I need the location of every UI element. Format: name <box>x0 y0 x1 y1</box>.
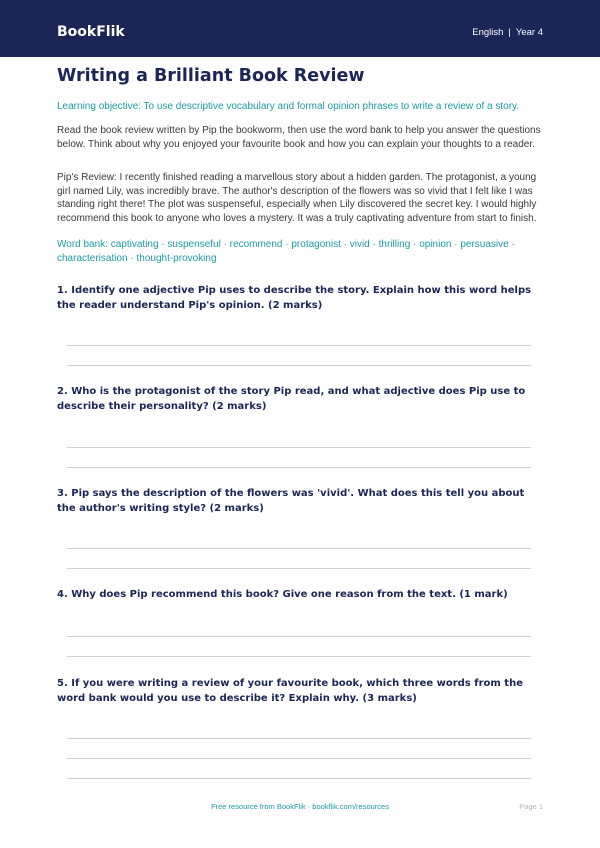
footer-text[interactable]: Free resource from BookFlik · bookflik.com/resources <box>211 802 389 811</box>
learning-objective: Learning objective: To use descriptive vocabulary and formal opinion phrases to write a review of a story. <box>57 101 520 112</box>
answer-line[interactable] <box>67 656 531 657</box>
answer-line[interactable] <box>67 568 531 569</box>
answer-line[interactable] <box>67 365 531 366</box>
answer-line[interactable] <box>67 548 531 549</box>
answer-line[interactable] <box>67 778 531 779</box>
review-paragraph: Pip's Review: I recently finished reading a marvellous story about a hidden garden. The protagonist, a young girl named Lily, was incredibly brave. The author's description of the flowers was so vivid that I felt like I was standing right there! The plot was suspenseful, especially when Lily discovered the secret key. I would highly recommend this book to anyone who loves a mystery. It was a truly captivating adventure from start to finish. <box>57 172 537 224</box>
year-label: Year 4 <box>515 27 543 38</box>
brand-logo[interactable]: BookFlik <box>57 24 125 40</box>
answer-line[interactable] <box>67 447 531 448</box>
page-number: Page 1 <box>519 802 543 811</box>
meta-separator: | <box>508 27 511 38</box>
word-bank: Word bank: captivating · suspenseful · recommend · protagonist · vivid · thrilling · opinion · persuasive · characterisation · thought-provoking <box>57 239 515 264</box>
question-5: 5. If you were writing a review of your favourite book, which three words from the word bank would you use to describe it? Explain why. (3 marks) <box>57 678 523 704</box>
page-title: Writing a Brilliant Book Review <box>57 66 365 86</box>
question-3: 3. Pip says the description of the flowers was 'vivid'. What does this tell you about the author's writing style? (2 marks) <box>57 488 525 514</box>
subject-year <box>472 27 543 39</box>
question-2: 2. Who is the protagonist of the story Pip read, and what adjective does Pip use to describe their personality? (2 marks) <box>57 386 526 412</box>
answer-line[interactable] <box>67 467 531 468</box>
subject-label: English <box>472 27 504 38</box>
answer-line[interactable] <box>67 738 531 739</box>
question-4: 4. Why does Pip recommend this book? Give one reason from the text. (1 mark) <box>57 589 508 600</box>
answer-line[interactable] <box>67 758 531 759</box>
header-bar <box>0 0 600 57</box>
answer-line[interactable] <box>67 636 531 637</box>
intro-paragraph: Read the book review written by Pip the bookworm, then use the word bank to help you answer the questions below. Think about why you enjoyed your favourite book and how you can explain your thoughts to a reader. <box>57 125 541 150</box>
question-1: 1. Identify one adjective Pip uses to describe the story. Explain how this word helps the reader understand Pip's opinion. (2 marks) <box>57 285 532 311</box>
answer-line[interactable] <box>67 345 531 346</box>
